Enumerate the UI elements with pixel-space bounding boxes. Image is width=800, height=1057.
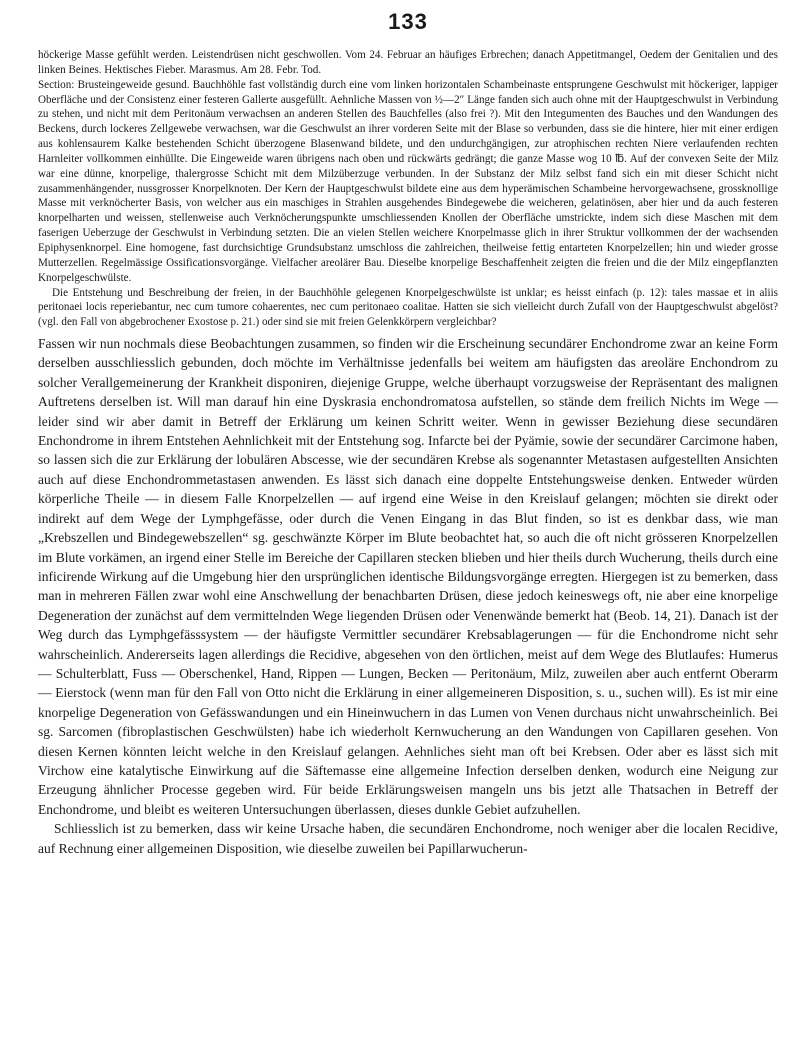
page-number: 133 (388, 9, 428, 34)
case-report-small-print (38, 48, 778, 330)
main-paragraph-2: Schliesslich ist zu bemerken, dass wir keine Ursache haben, die secundären Enchondrome, noch weniger aber die localen Recidive, auf Rechnung einer allgemeinen Disposition, wie dieselbe zuweilen bei Papillarwucherun- (38, 821, 778, 856)
main-text (38, 334, 778, 858)
main-paragraph-1: Fassen wir nun nochmals diese Beobachtungen zusammen, so finden wir die Erscheinung secundärer Enchondrome zwar an keine Form derselben ausschliesslich gebunden, doch möchte im Verhältnisse jedenfalls bei weitem am häufigsten das areoläre Enchondrom zu solcher Verallgemeinerung der Krankheit disponiren, diejenige Gruppe, welche überhaupt vorzugsweise der Repräsentant des malignen Auftretens derselben ist. Will man darauf hin eine Dyskrasia enchondromatosa aufstellen, so stände dem freilich Nichts im Wege — leider sind wir aber damit in Betreff der Erklärung um keinen Schritt weiter. Wenn in gewisser Beziehung diese secundären Enchondrome in ihrem Entstehen Aehnlichkeit mit der Entstehung sog. Infarcte bei der Pyämie, sowie der secundärer Carcimone haben, so lassen sich die zur Erklärung der lobulären Abscesse, wie der secundären Krebse als sogenannter Metastasen aufgestellten Ansichten auch auf diese Enchondrommetastasen anwenden. Es lässt sich danach eine doppelte Entstehungsweise denken. Entweder würden körperliche Theile — in diesem Falle Knorpelzellen — auf irgend eine Weise in den Kreislauf gelangen; möchten sie direkt oder indirekt auf dem Wege der Lymphgefässe, oder durch die Venen Eingang in das Blut finden, so ist es denkbar dass, wie man „Krebszellen und Bindegewebszellen“ sg. geschwänzte Körper im Blute beobachtet hat, so auch die oft nicht grösseren Knorpelzellen im Blute vorkämen, an irgend einer Stelle im Bereiche der Capillaren stecken blieben und hier theils durch Wucherung, theils durch eine inficirende Wirkung auf die Umgebung hier den ursprünglichen identische Bildungsvorgänge erregten. Hiergegen ist zu bemerken, dass man in mehreren Fällen zwar wohl eine Anschwellung der benachbarten Drüsen, diese jedoch keineswegs oft, nie aber eine knorpelige Degeneration der zunächst auf dem vermittelnden Wege liegenden Drüsen oder Venenwände bemerkt hat (Beob. 14, 21). Danach ist der Weg durch das Lymphgefässsystem — der häufigste Vermittler secundärer Krebsablagerungen — für die Enchondrome nicht sehr wahrscheinlich. Andererseits lagen allerdings die Recidive, abgesehen von den örtlichen, meist auf dem Wege des Blutlaufes: Humerus — Schulterblatt, Fuss — Oberschenkel, Hand, Rippen — Lungen, Becken — Peritonäum, Milz, zuweilen aber auch entfernt Oberarm — Eierstock (wenn man für den Fall von Otto nicht die Erklärung in einer allgemeineren Disposition, s. u., suchen will). Es ist mir eine knorpelige Degeneration von Gefässwandungen und ein Hineinwuchern in das Lumen von Venen durchaus nicht unwahrscheinlich. Bei sg. Sarcomen (fibroplastischen Geschwülsten) habe ich wiederholt Kernwucherung an den Wandungen von Capillaren gesehen. Von diesen Kernen könnten leicht welche in den Kreislauf gelangen. Aehnliches sieht man oft bei Krebsen. Oder aber es lässt sich mit Virchow eine katalytische Einwirkung auf die Säftemasse eine allgemeine Infection derselben denken, wodurch eine Neigung zur Erzeugung ähnlicher Processe gegeben wird. Für beide Erklärungsweisen mangeln uns bis jetzt alle Thatsachen in Betreff der Enchondrome, und bleibt es weiteren Untersuchungen überlassen, dieses dunkle Gebiet aufzuhellen. (38, 336, 778, 817)
case-report-paragraph-1: höckerige Masse gefühlt werden. Leistendrüsen nicht geschwollen. Vom 24. Februar an häufiges Erbrechen; danach Appetitmangel, Oedem der Genitalien und des linken Beines. Hektisches Fieber. Marasmus. Am 28. Febr. Tod. (38, 49, 778, 76)
case-report-paragraph-2: Section: Brusteingeweide gesund. Bauchhöhle fast vollständig durch eine vom linken horizontalen Schambeinaste entsprungene Geschwulst mit höckeriger, lappiger Oberfläche und der Consistenz einer festeren Gallerte ausgefüllt. Aehnliche Massen von ½—2″ Länge fanden sich auch ohne mit der Hauptgeschwulst in Verbindung zu stehen, und nicht mit dem Peritonäum verwachsen an anderen Stellen des Bauchfelles (also frei ?). Mit den Integumenten des Bauches und den Wandungen des Beckens, durch lockeres Zellgewebe verwachsen, war die Geschwulst an ihrer vorderen Seite mit der Blase so verbunden, dass sie die hintere, hier mit einer erdigen aus kohlensaurem Kalke bestehenden Schicht überzogene Blasenwand bildete, und den undurchgängigen, zur atrophischen rechten Niere verlaufenden rechten Harnleiter vollkommen einhüllte. Die Eingeweide waren übrigens nach oben und rückwärts gedrängt; die ganze Masse wog 10 ℔. Auf der convexen Seite der Milz war eine dünne, knorpelige, thalergrosse Schicht mit dem Milzüberzuge verbunden. In der Substanz der Milz selbst fand sich ein mit dieser Schicht nicht zusammenhängender, nussgrosser Knorpelknoten. Der Kern der Hauptgeschwulst bildete eine aus dem hyperämischen Schambeine hervorgewachsene, grossknollige Masse mit verknöcherter Basis, von welcher aus ein maschiges in Strahlen ausgehendes Bindegewebe die weicheren, gelatinösen, aber hier und da auch festeren knorpelharten und weissen, stellenweise auch Verknöcherungspunkte umschliessenden Knollen der Oberfläche umstrickte, indem sich diese Maschen mit dem faserigen Ueberzuge der Geschwulst in Verbindung setzten. Die an vielen Stellen weichere Knorpelmasse glich in ihrer Struktur vollkommen der der wachsenden Epiphysenknorpel. Eine homogene, fast durchsichtige Grundsubstanz umschloss die zahlreichen, theilweise fettig entarteten Knorpelzellen; hin und wieder grosse Mutterzellen. Regelmässige Ossificationsvorgänge. Vielfacher areolärer Bau. Dieselbe knorpelige Beschaffenheit zeigten die freien und die der Milz eingepflanzten Knorpelgeschwülste. (38, 78, 778, 284)
case-report-paragraph-3: Die Entstehung und Beschreibung der freien, in der Bauchhöhle gelegenen Knorpelgeschwülste ist unklar; es heisst einfach (p. 12): tales massae et in aliis peritonaei locis reperiebantur, nec cum tumore cohaerentes, nec cum peritonaeo coalitae. Hatten sie sich vielleicht durch Zufall von der Hauptgeschwulst abgelöst? (vgl. den Fall von abgebrochener Exostose p. 21.) oder sind sie mit freien Gelenkkörpern vergleichbar? (38, 286, 778, 329)
